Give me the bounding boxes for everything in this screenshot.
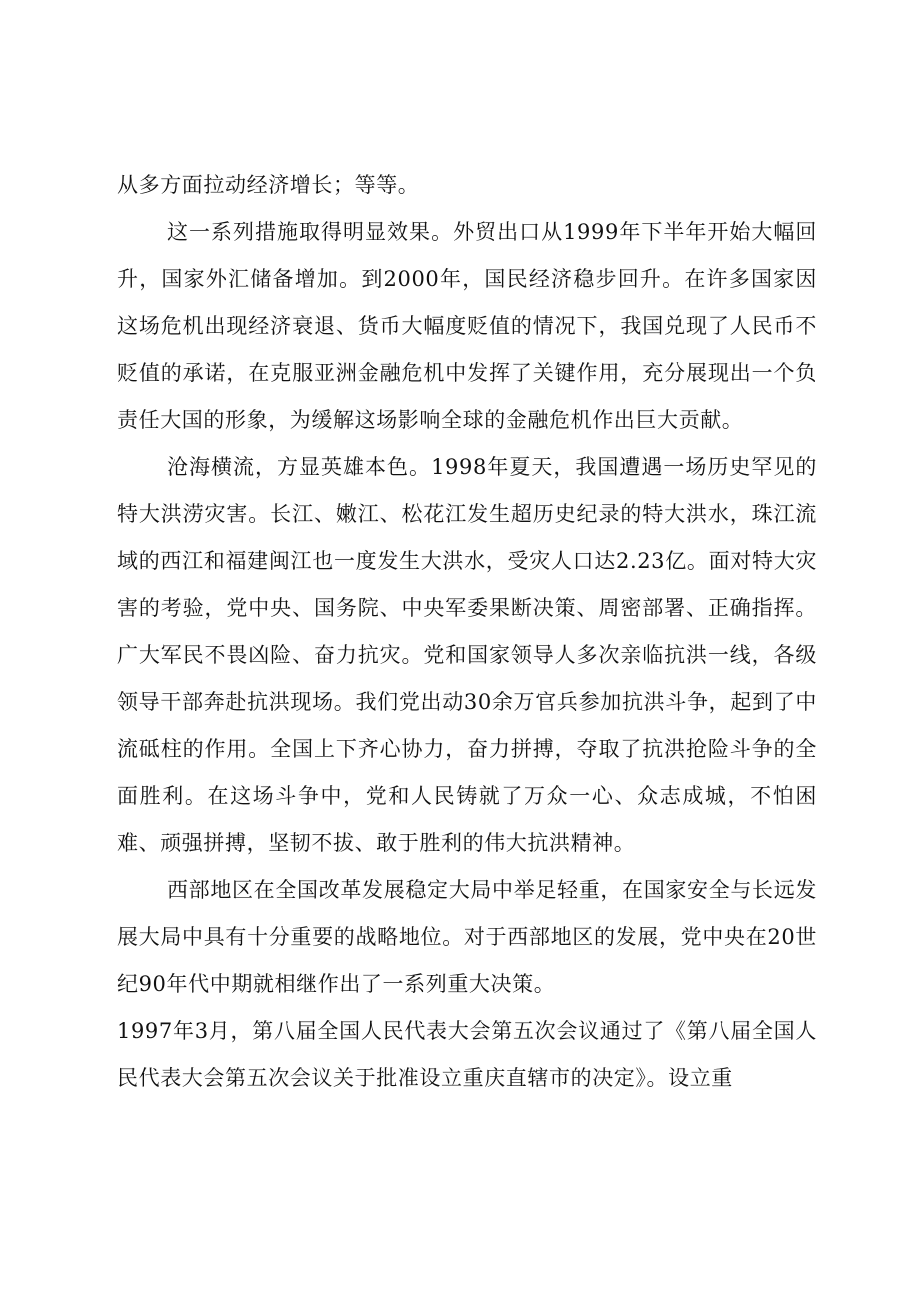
document-body <box>117 162 817 1102</box>
paragraph-western-development: 西部地区在全国改革发展稳定大局中举足轻重，在国家安全与长远发展大局中具有十分重要的战略地位。对于西部地区的发展，党中央在20世纪90年代中期就相继作出了一系列重大决策。 <box>117 878 817 996</box>
paragraph-chongqing-municipality: 1997年3月，第八届全国人民代表大会第五次会议通过了《第八届全国人民代表大会第五次会议关于批准设立重庆直辖市的决定》。设立重 <box>117 1019 817 1090</box>
paragraph-financial-crisis-results: 这一系列措施取得明显效果。外贸出口从1999年下半年开始大幅回升，国家外汇储备增加。到2000年，国民经济稳步回升。在许多国家因这场危机出现经济衰退、货币大幅度贬值的情况下，我国兑现了人民币不贬值的承诺，在克服亚洲金融危机中发挥了关键作用，充分展现出一个负责任大国的形象，为缓解这场影响全球的金融危机作出巨大贡献。 <box>117 220 817 432</box>
paragraph-1998-flood: 沧海横流，方显英雄本色。1998年夏天，我国遭遇一场历史罕见的特大洪涝灾害。长江、嫩江、松花江发生超历史纪录的特大洪水，珠江流域的西江和福建闽江也一度发生大洪水，受灾人口达2.23亿。面对特大灾害的考验，党中央、国务院、中央军委果断决策、周密部署、正确指挥。广大军民不畏凶险、奋力抗灾。党和国家领导人多次亲临抗洪一线，各级领导干部奔赴抗洪现场。我们党出动30余万官兵参加抗洪斗争，起到了中流砥柱的作用。全国上下齐心协力，奋力拼搏，夺取了抗洪抢险斗争的全面胜利。在这场斗争中，党和人民铸就了万众一心、众志成城，不怕困难、顽强拼搏，坚韧不拔、敢于胜利的伟大抗洪精神。 <box>117 455 817 855</box>
paragraph-continuation: 从多方面拉动经济增长；等等。 <box>117 173 420 197</box>
